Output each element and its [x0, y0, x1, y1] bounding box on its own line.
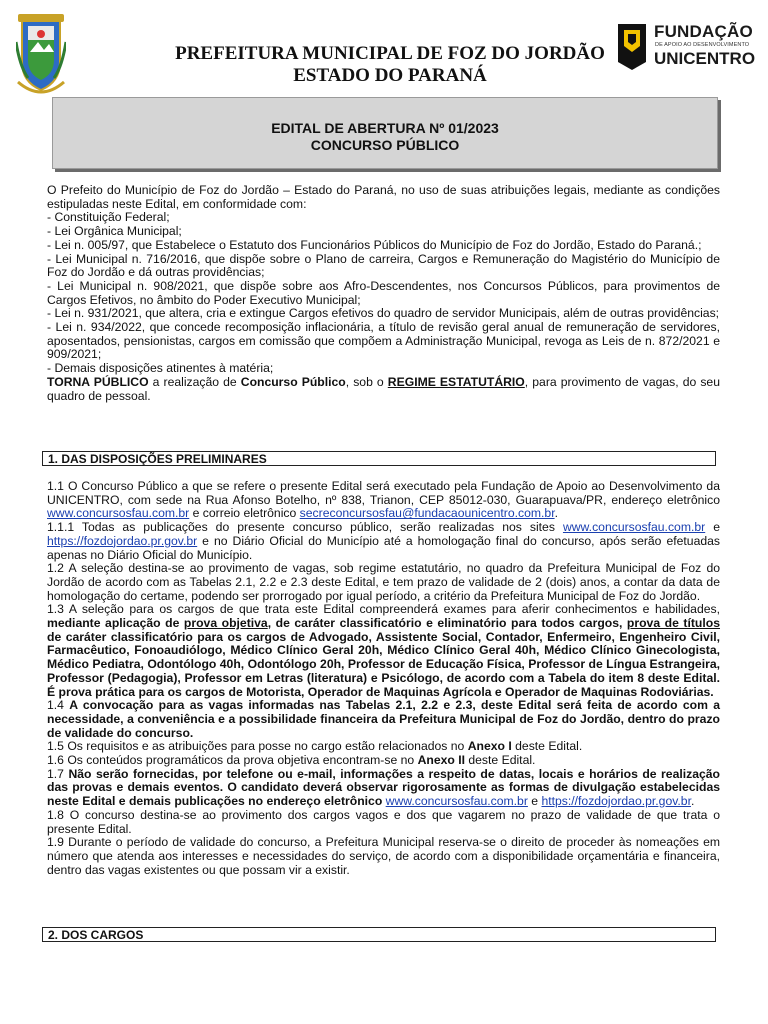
- text-span: 1.5 Os requisitos e as atribuições para posse no cargo estão relacionados no: [47, 739, 468, 754]
- torna-publico-paragraph: [47, 376, 720, 403]
- edital-title-box: [52, 97, 718, 169]
- bold-span: , de caráter classificatório e eliminatório para todos cargos,: [267, 616, 627, 631]
- section-1-body: [47, 480, 720, 877]
- paragraph-1-4: [47, 699, 720, 740]
- paragraph-1-7: [47, 768, 720, 809]
- paragraph-1-1-1: [47, 521, 720, 562]
- text-span: 1.3 A seleção para os cargos de que trata este Edital compreenderá exames para aferir conhecimentos e habilidades,: [47, 602, 720, 617]
- legal-basis-item: - Lei Municipal n. 716/2016, que dispõe sobre o Plano de carreira, Cargos e Remuneração do Magistério do Município de Foz do Jordão e dá outras providências;: [47, 251, 720, 280]
- logo-name-line1: FUNDAÇÃO: [654, 22, 753, 41]
- prova-titulos-label: prova de títulos: [626, 616, 720, 631]
- state-name: ESTADO DO PARANÁ: [293, 65, 487, 86]
- bold-span: Não serão fornecidas, por telefone ou e-mail, informações a respeito de datas, locais e horários de realização das provas e demais eventos. O candidato deverá observar rigorosamente as formas de divulgação estabelecidas neste Edital e demais publicações no endereço eletrônico: [47, 766, 720, 809]
- text-span: , para provimento de vagas, do seu quadro de pessoal.: [47, 374, 720, 403]
- municipality-name: PREFEITURA MUNICIPAL DE FOZ DO JORDÃO: [175, 43, 605, 64]
- legal-basis-item: - Demais disposições atinentes à matéria;: [47, 361, 274, 376]
- concursosfau-link[interactable]: www.concursosfau.com.br: [47, 506, 190, 521]
- text-span: e no Diário Oficial do Município até a homologação final do concurso, após serão efetuadas apenas no Diário Oficial do Município.: [47, 533, 720, 562]
- intro-paragraph: O Prefeito do Município de Foz do Jordão – Estado do Paraná, no uso de suas atribuições legais, mediante as condições estipuladas neste Edital, em conformidade com:: [47, 183, 720, 211]
- logo-subtitle: DE APOIO AO DESENVOLVIMENTO: [655, 42, 750, 48]
- text-span: a realização de: [148, 374, 241, 389]
- fundacao-unicentro-logo: [614, 22, 764, 74]
- fozdojordao-link[interactable]: https://fozdojordao.pr.gov.br: [541, 794, 691, 809]
- text-span: .: [690, 794, 695, 809]
- paragraph-1-6: [47, 754, 720, 768]
- edital-title: EDITAL DE ABERTURA Nº 01/2023: [271, 120, 499, 136]
- anexo-ii-label: Anexo II: [417, 753, 465, 768]
- text-span: deste Edital.: [464, 753, 536, 768]
- paragraph-1-5: [47, 740, 720, 754]
- municipal-crest-icon: [16, 12, 66, 98]
- section-heading-1: 1. DAS DISPOSIÇÕES PRELIMINARES: [42, 451, 716, 466]
- text-span: , sob o: [345, 374, 388, 389]
- text-span: e: [705, 520, 720, 535]
- prova-objetiva-label: prova objetiva: [183, 616, 268, 631]
- paragraph-1-8: 1.8 O concurso destina-se ao provimento dos cargos vagos e dos que vagarem no prazo de validade de que trata o presente Edital.: [47, 807, 720, 836]
- paragraph-1-2: 1.2 A seleção destina-se ao provimento de vagas, sob regime estatutário, no quadro da Prefeitura Municipal de Foz do Jordão de acordo com as Tabelas 2.1, 2.2 e 2.3 deste Edital, e tem prazo de validade de 2 (dois) anos, a contar da data de homologação do certame, podendo ser prorrogado por igual período, a critério da Prefeitura Municipal de Foz do Jordão.: [47, 561, 720, 603]
- fau-logo-icon: [614, 22, 650, 72]
- concursosfau-link[interactable]: www.concursosfau.com.br: [385, 794, 528, 809]
- text-span: 1.6 Os conteúdos programáticos da prova objetiva encontram-se no: [47, 753, 418, 768]
- logo-name-line2: UNICENTRO: [654, 49, 756, 68]
- bold-span: A convocação para as vagas informadas nas Tabelas 2.1, 2.2 e 2.3, deste Edital será feita de acordo com a necessidade, a conveniência e a possibilidade financeira da Prefeitura Municipal de Foz do Jordão, dentro do prazo de validade do concurso.: [47, 698, 720, 740]
- paragraph-1-1: [47, 480, 720, 521]
- legal-basis-item: - Lei Municipal n. 908/2021, que dispõe sobre aos Afro-Descendentes, nos Concursos Públicos, para provimentos de Cargos Efetivos, no âmbito do Poder Executivo Municipal;: [47, 278, 720, 307]
- regime-label: REGIME ESTATUTÁRIO: [387, 374, 525, 389]
- text-span: .: [554, 506, 558, 521]
- legal-basis-item: - Lei n. 005/97, que Estabelece o Estatuto dos Funcionários Públicos do Município de Foz do Jordão, Estado do Paraná.;: [47, 237, 702, 252]
- torna-publico-label: TORNA PÚBLICO: [47, 374, 149, 389]
- fozdojordao-link[interactable]: https://fozdojordao.pr.gov.br: [47, 533, 198, 548]
- page-header-title: [110, 43, 670, 87]
- section-heading-2: 2. DOS CARGOS: [42, 927, 716, 942]
- concurso-publico-label: Concurso Público: [240, 374, 346, 389]
- text-span: deste Edital.: [511, 739, 583, 754]
- concursosfau-link[interactable]: www.concursosfau.com.br: [562, 520, 706, 535]
- paragraph-1-3: [47, 603, 720, 699]
- email-link[interactable]: secreconcursosfau@fundacaounicentro.com.br: [299, 506, 555, 521]
- legal-basis-item: - Constituição Federal;: [47, 210, 170, 225]
- legal-basis-item: - Lei n. 931/2021, que altera, cria e extingue Cargos efetivos do quadro de servidor Municipais, além de outras providências;: [47, 306, 720, 321]
- bold-span: mediante aplicação de: [47, 616, 184, 631]
- intro-section: [47, 184, 720, 403]
- text-span: e correio eletrônico: [189, 506, 300, 521]
- text-span: 1.1 O Concurso Público a que se refere o presente Edital será executado pela Fundação de Apoio ao Desenvolvimento da UNICENTRO, com sede na Rua Afonso Botelho, nº 838, Trianon, CEP 85012-030, Guarapuava/PR, endereço eletrônico: [47, 479, 720, 507]
- legal-basis-item: - Lei Orgânica Municipal;: [47, 224, 182, 239]
- text-span: 1.4: [47, 698, 70, 713]
- paragraph-1-9: 1.9 Durante o período de validade do concurso, a Prefeitura Municipal reserva-se o direito de proceder às nomeações em número que atenda aos interesses e necessidades do serviço, de acordo com a disponibilidade orçamentária e financeira, dentro das vagas existentes ou que possam vir a existir.: [47, 835, 720, 877]
- anexo-i-label: Anexo I: [467, 739, 512, 754]
- text-span: 1.1.1 Todas as publicações do presente concurso público, serão realizadas nos sites: [47, 520, 563, 535]
- legal-basis-item: - Lei n. 934/2022, que concede recomposição inflacionária, a título de revisão geral anual de remuneração de servidores, aposentados, pensionistas, cargos em comissão que compõem a Administração Municipal, revoga as Leis de n. 872/2021 e 909/2021;: [47, 320, 720, 362]
- edital-subtitle: CONCURSO PÚBLICO: [310, 137, 460, 153]
- text-span: 1.7: [47, 766, 69, 781]
- text-span: e: [527, 794, 542, 809]
- bold-span: de caráter classificatório para os cargos de Advogado, Assistente Social, Contador, Enfermeiro, Engenheiro Civil, Farmacêutico, Fonoaudiólogo, Médico Clínico Geral 20h, Médico Clínico Geral 40h, Médico Clínico Ginecologista, Médico Pediatra, Odontólogo 40h, Odontólogo 20h, Professor de Educação Física, Professor de Língua Estrangeira, Professor (Pedagogia), Professor em Letras (literatura) e Psicólogo, de acordo com a Tabela do item 8 deste Edital. É prova prática para os cargos de Motorista, Operador de Maquinas Agrícola e Operador de Maquinas Rodoviárias.: [47, 629, 720, 699]
